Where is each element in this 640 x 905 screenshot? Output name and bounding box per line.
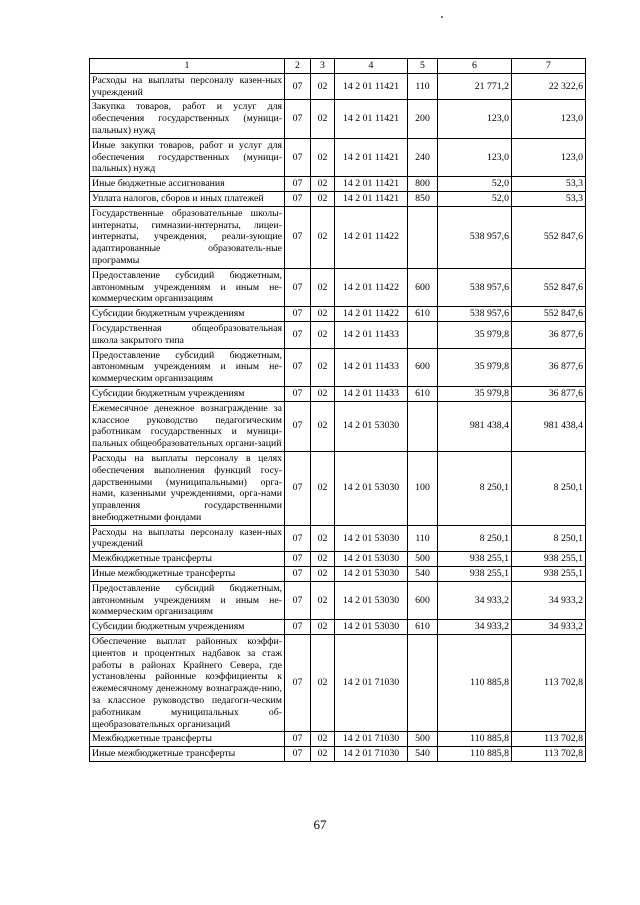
expense-type-cell	[408, 206, 438, 268]
section-cell: 07	[285, 138, 311, 176]
header-cell: 4	[335, 59, 408, 74]
target-article-cell: 14 2 01 53030	[335, 620, 408, 635]
subsection-cell: 02	[311, 268, 335, 306]
section-cell: 07	[285, 206, 311, 268]
row-name-cell: Государственные образовательные школы-интернаты, гимназии-интернаты, лицеи-интернаты, учреждения, реали-зующие адаптированные образователь-ные программы	[90, 206, 285, 268]
expense-type-cell: 600	[408, 348, 438, 386]
subsection-cell: 02	[311, 401, 335, 451]
expense-type-cell: 610	[408, 620, 438, 635]
expense-type-cell: 600	[408, 581, 438, 619]
subsection-cell: 02	[311, 138, 335, 176]
row-name-cell: Закупка товаров, работ и услуг для обеспечения государственных (муници-пальных) нужд	[90, 100, 285, 138]
amount-year1-cell: 110 885,8	[438, 732, 512, 747]
amount-year2-cell: 552 847,6	[512, 307, 586, 322]
target-article-cell: 14 2 01 71030	[335, 635, 408, 732]
section-cell: 07	[285, 747, 311, 762]
row-name-cell: Иные межбюджетные трансферты	[90, 747, 285, 762]
row-name-cell: Предоставление субсидий бюджетным, автономным учреждениям и иным не-коммерческим организациям	[90, 268, 285, 306]
target-article-cell: 14 2 01 11421	[335, 177, 408, 192]
expense-type-cell: 500	[408, 552, 438, 567]
header-cell: 5	[408, 59, 438, 74]
expense-type-cell: 540	[408, 567, 438, 582]
amount-year1-cell: 538 957,6	[438, 268, 512, 306]
expense-type-cell: 500	[408, 732, 438, 747]
amount-year2-cell: 113 702,8	[512, 732, 586, 747]
amount-year2-cell: 981 438,4	[512, 401, 586, 451]
target-article-cell: 14 2 01 11421	[335, 100, 408, 138]
amount-year1-cell: 538 957,6	[438, 206, 512, 268]
section-cell: 07	[285, 552, 311, 567]
amount-year2-cell: 36 877,6	[512, 348, 586, 386]
subsection-cell: 02	[311, 177, 335, 192]
header-cell: 1	[90, 59, 285, 74]
amount-year2-cell: 938 255,1	[512, 567, 586, 582]
target-article-cell: 14 2 01 11433	[335, 386, 408, 401]
expense-type-cell: 610	[408, 307, 438, 322]
table-row	[90, 307, 586, 322]
section-cell: 07	[285, 401, 311, 451]
section-cell: 07	[285, 100, 311, 138]
subsection-cell: 02	[311, 386, 335, 401]
amount-year1-cell: 981 438,4	[438, 401, 512, 451]
row-name-cell: Субсидии бюджетным учреждениям	[90, 620, 285, 635]
section-cell: 07	[285, 73, 311, 100]
table-row	[90, 321, 586, 348]
amount-year2-cell: 53,3	[512, 177, 586, 192]
amount-year2-cell: 53,3	[512, 191, 586, 206]
target-article-cell: 14 2 01 71030	[335, 732, 408, 747]
amount-year1-cell: 123,0	[438, 100, 512, 138]
row-name-cell: Предоставление субсидий бюджетным, автономным учреждениям и иным не-коммерческим организациям	[90, 348, 285, 386]
amount-year1-cell: 938 255,1	[438, 552, 512, 567]
amount-year2-cell: 22 322,6	[512, 73, 586, 100]
row-name-cell: Предоставление субсидий бюджетным, автономным учреждениям и иным не-коммерческим организациям	[90, 581, 285, 619]
section-cell: 07	[285, 525, 311, 552]
row-name-cell: Межбюджетные трансферты	[90, 732, 285, 747]
subsection-cell: 02	[311, 581, 335, 619]
table-row	[90, 581, 586, 619]
target-article-cell: 14 2 01 11422	[335, 307, 408, 322]
table-row	[90, 747, 586, 762]
target-article-cell: 14 2 01 11421	[335, 138, 408, 176]
subsection-cell: 02	[311, 525, 335, 552]
table-row	[90, 206, 586, 268]
expense-type-cell: 240	[408, 138, 438, 176]
target-article-cell: 14 2 01 53030	[335, 401, 408, 451]
target-article-cell: 14 2 01 11421	[335, 73, 408, 100]
table-row	[90, 451, 586, 525]
expense-type-cell: 540	[408, 747, 438, 762]
row-name-cell: Обеспечение выплат районных коэффи-циентов и процентных надбавок за стаж работы в районах Крайнего Севера, где установлены районные коэффициенты к ежемесячному денежному вознагражде-нию, за классное руководство педагоги-ческим работникам муниципальных об-щеобразовательных организаций	[90, 635, 285, 732]
row-name-cell: Межбюджетные трансферты	[90, 552, 285, 567]
target-article-cell: 14 2 01 11422	[335, 206, 408, 268]
section-cell: 07	[285, 348, 311, 386]
header-cell: 3	[311, 59, 335, 74]
row-name-cell: Расходы на выплаты персоналу казен-ных учреждений	[90, 73, 285, 100]
amount-year1-cell: 538 957,6	[438, 307, 512, 322]
amount-year2-cell: 34 933,2	[512, 620, 586, 635]
budget-table	[89, 58, 586, 762]
table-row	[90, 552, 586, 567]
header-cell: 7	[512, 59, 586, 74]
amount-year1-cell: 110 885,8	[438, 635, 512, 732]
subsection-cell: 02	[311, 100, 335, 138]
amount-year2-cell: 552 847,6	[512, 268, 586, 306]
amount-year2-cell: 8 250,1	[512, 451, 586, 525]
expense-type-cell	[408, 635, 438, 732]
row-name-cell: Субсидии бюджетным учреждениям	[90, 307, 285, 322]
row-name-cell: Иные закупки товаров, работ и услуг для обеспечения государственных (муници-пальных) нужд	[90, 138, 285, 176]
table-row	[90, 635, 586, 732]
amount-year2-cell: 113 702,8	[512, 635, 586, 732]
amount-year1-cell: 34 933,2	[438, 620, 512, 635]
header-cell: 2	[285, 59, 311, 74]
table-row	[90, 177, 586, 192]
amount-year2-cell: 123,0	[512, 100, 586, 138]
section-cell: 07	[285, 268, 311, 306]
expense-type-cell: 110	[408, 73, 438, 100]
target-article-cell: 14 2 01 71030	[335, 747, 408, 762]
row-name-cell: Расходы на выплаты персоналу в целях обеспечения выполнения функций госу-дарственными (муниципальными) орга-нами, казенными учреждениями, орга-нами управления государственными внебюджетными фондами	[90, 451, 285, 525]
section-cell: 07	[285, 321, 311, 348]
table-row	[90, 401, 586, 451]
target-article-cell: 14 2 01 11421	[335, 191, 408, 206]
table-row	[90, 732, 586, 747]
amount-year2-cell: 36 877,6	[512, 386, 586, 401]
table-row	[90, 73, 586, 100]
subsection-cell: 02	[311, 552, 335, 567]
amount-year1-cell: 52,0	[438, 191, 512, 206]
amount-year2-cell: 36 877,6	[512, 321, 586, 348]
table-row	[90, 268, 586, 306]
section-cell: 07	[285, 451, 311, 525]
section-cell: 07	[285, 386, 311, 401]
amount-year1-cell: 35 979,8	[438, 348, 512, 386]
subsection-cell: 02	[311, 321, 335, 348]
section-cell: 07	[285, 567, 311, 582]
table-row	[90, 620, 586, 635]
amount-year1-cell: 110 885,8	[438, 747, 512, 762]
scan-speck	[441, 16, 443, 18]
expense-type-cell: 200	[408, 100, 438, 138]
row-name-cell: Иные бюджетные ассигнования	[90, 177, 285, 192]
expense-type-cell: 850	[408, 191, 438, 206]
section-cell: 07	[285, 732, 311, 747]
expense-type-cell	[408, 321, 438, 348]
table-row	[90, 386, 586, 401]
subsection-cell: 02	[311, 307, 335, 322]
subsection-cell: 02	[311, 191, 335, 206]
expense-type-cell: 610	[408, 386, 438, 401]
amount-year2-cell: 113 702,8	[512, 747, 586, 762]
subsection-cell: 02	[311, 451, 335, 525]
amount-year1-cell: 52,0	[438, 177, 512, 192]
amount-year1-cell: 35 979,8	[438, 321, 512, 348]
target-article-cell: 14 2 01 11433	[335, 321, 408, 348]
amount-year1-cell: 8 250,1	[438, 525, 512, 552]
row-name-cell: Субсидии бюджетным учреждениям	[90, 386, 285, 401]
amount-year1-cell: 938 255,1	[438, 567, 512, 582]
table-row	[90, 138, 586, 176]
section-cell: 07	[285, 307, 311, 322]
row-name-cell: Уплата налогов, сборов и иных платежей	[90, 191, 285, 206]
target-article-cell: 14 2 01 11422	[335, 268, 408, 306]
target-article-cell: 14 2 01 53030	[335, 567, 408, 582]
header-cell: 6	[438, 59, 512, 74]
target-article-cell: 14 2 01 53030	[335, 451, 408, 525]
expense-type-cell: 800	[408, 177, 438, 192]
section-cell: 07	[285, 177, 311, 192]
row-name-cell: Расходы на выплаты персоналу казен-ных учреждений	[90, 525, 285, 552]
amount-year2-cell: 34 933,2	[512, 581, 586, 619]
section-cell: 07	[285, 191, 311, 206]
expense-type-cell: 110	[408, 525, 438, 552]
subsection-cell: 02	[311, 620, 335, 635]
target-article-cell: 14 2 01 11433	[335, 348, 408, 386]
table-row	[90, 348, 586, 386]
table-row	[90, 100, 586, 138]
amount-year2-cell: 938 255,1	[512, 552, 586, 567]
subsection-cell: 02	[311, 348, 335, 386]
table-row	[90, 191, 586, 206]
amount-year1-cell: 8 250,1	[438, 451, 512, 525]
page-number: 67	[313, 817, 327, 832]
subsection-cell: 02	[311, 732, 335, 747]
target-article-cell: 14 2 01 53030	[335, 581, 408, 619]
amount-year1-cell: 34 933,2	[438, 581, 512, 619]
section-cell: 07	[285, 635, 311, 732]
amount-year1-cell: 35 979,8	[438, 386, 512, 401]
section-cell: 07	[285, 581, 311, 619]
amount-year1-cell: 21 771,2	[438, 73, 512, 100]
subsection-cell: 02	[311, 747, 335, 762]
amount-year1-cell: 123,0	[438, 138, 512, 176]
expense-type-cell: 600	[408, 268, 438, 306]
subsection-cell: 02	[311, 206, 335, 268]
expense-type-cell	[408, 401, 438, 451]
row-name-cell: Ежемесячное денежное вознаграждение за классное руководство педагогическим работникам государственных и муници-пальных общеобразовательных органи-заций	[90, 401, 285, 451]
amount-year2-cell: 552 847,6	[512, 206, 586, 268]
header-row	[90, 59, 586, 74]
table-row	[90, 525, 586, 552]
expense-type-cell: 100	[408, 451, 438, 525]
target-article-cell: 14 2 01 53030	[335, 552, 408, 567]
row-name-cell: Иные межбюджетные трансферты	[90, 567, 285, 582]
section-cell: 07	[285, 620, 311, 635]
subsection-cell: 02	[311, 73, 335, 100]
amount-year2-cell: 8 250,1	[512, 525, 586, 552]
target-article-cell: 14 2 01 53030	[335, 525, 408, 552]
subsection-cell: 02	[311, 635, 335, 732]
row-name-cell: Государственная общеобразовательная школа закрытого типа	[90, 321, 285, 348]
subsection-cell: 02	[311, 567, 335, 582]
amount-year2-cell: 123,0	[512, 138, 586, 176]
table-row	[90, 567, 586, 582]
